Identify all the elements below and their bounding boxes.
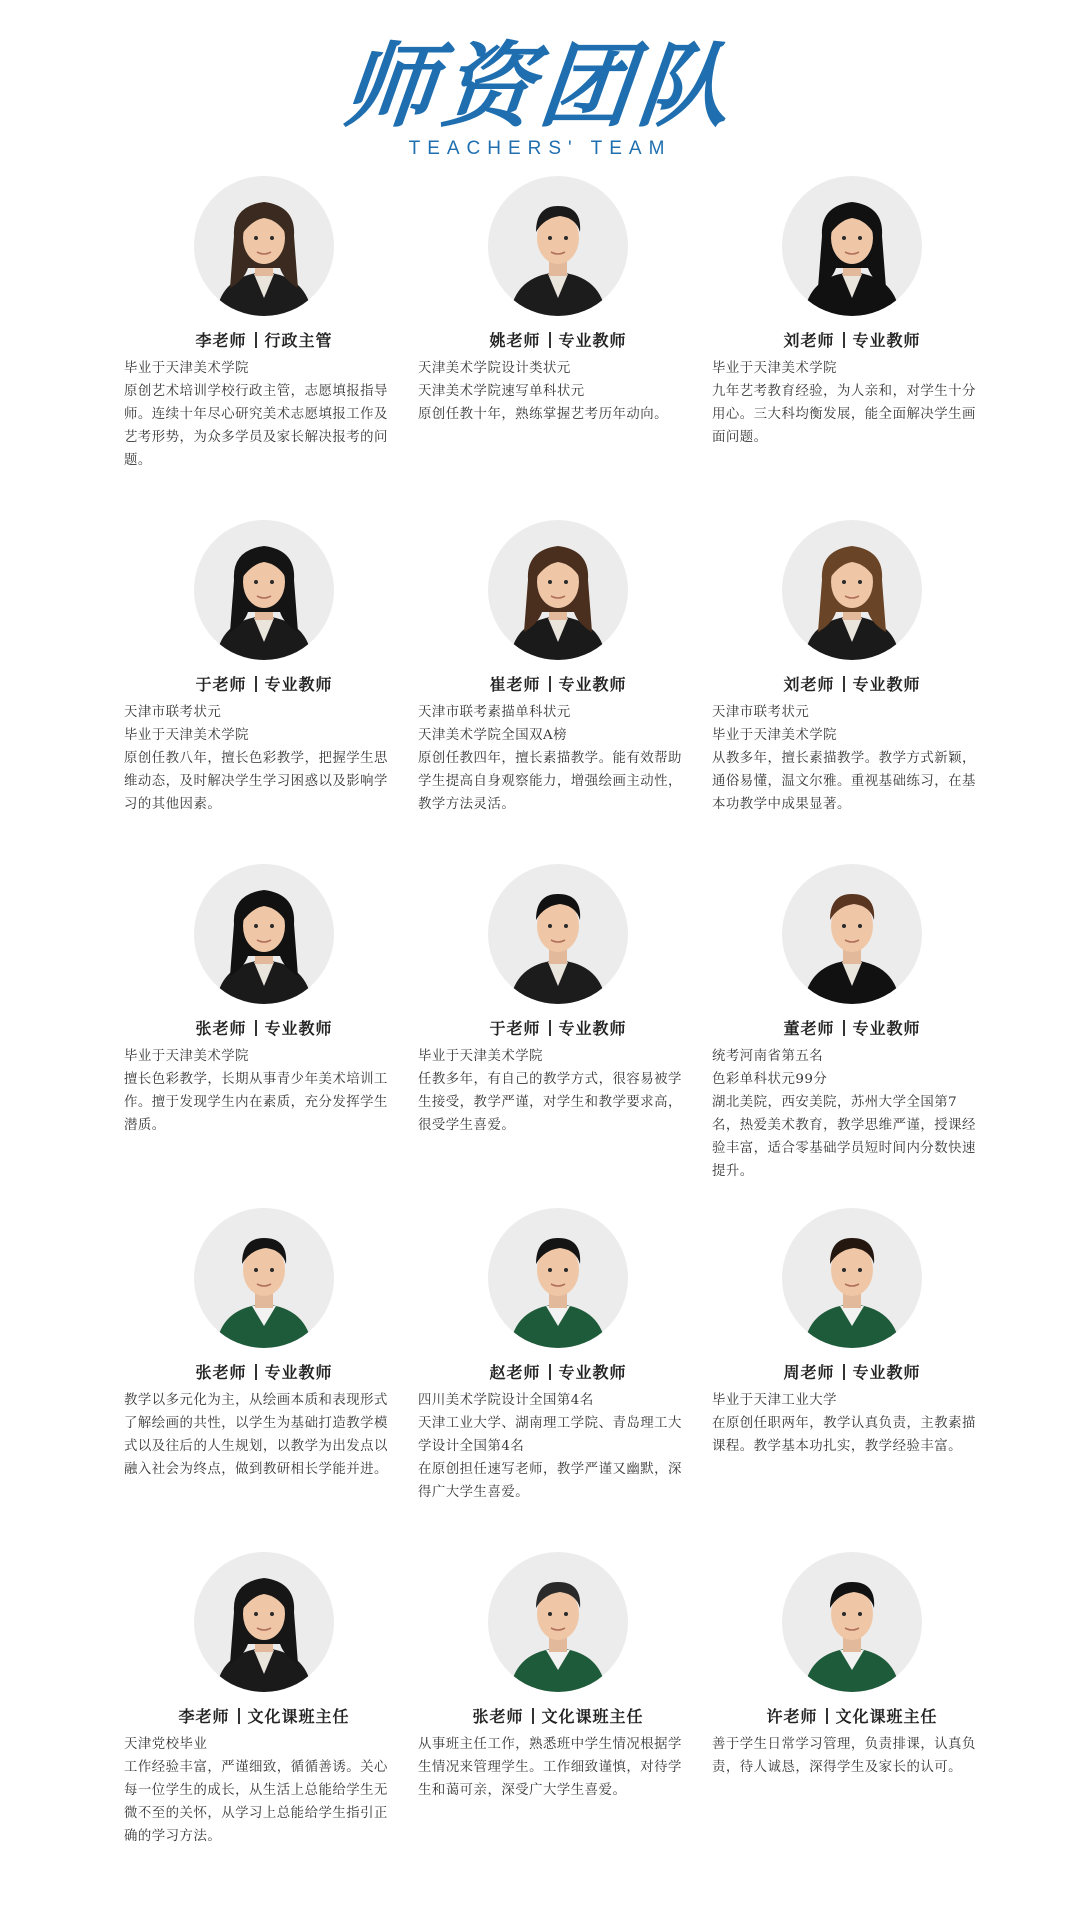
teacher-title — [124, 1016, 404, 1039]
teacher-title — [124, 1704, 404, 1727]
bio-line: 天津美术学院设计类状元 — [418, 361, 571, 376]
bio-line: 湖北美院，西安美院，苏州大学全国第7名，热爱美术教育，教学思维严谨，授课经验丰富，适合零基础学员短时间内分数快速提升。 — [712, 1095, 976, 1179]
teacher-card — [124, 176, 424, 472]
teacher-card — [712, 520, 1012, 816]
teacher-photo — [488, 176, 628, 316]
bio-line: 善于学生日常学习管理，负责排课，认真负责，待人诚恳，深得学生及家长的认可。 — [712, 1737, 976, 1775]
bio-line: 天津市联考状元 — [712, 705, 810, 720]
teacher-title — [712, 1360, 992, 1383]
teacher-bio — [712, 1045, 976, 1183]
teacher-photo — [782, 520, 922, 660]
teacher-title — [712, 1704, 992, 1727]
teacher-card — [124, 864, 424, 1137]
bio-line: 工作经验丰富，严谨细致，循循善诱。关心每一位学生的成长，从生活上总能给学生无微不至的关怀，从学习上总能给学生指引正确的学习方法。 — [124, 1760, 388, 1844]
name-separator — [843, 1364, 845, 1380]
teacher-row — [0, 1208, 1080, 1552]
bio-line: 原创艺术培训学校行政主管，志愿填报指导师。连续十年尽心研究美术志愿填报工作及艺考形势，为众多学员及家长解决报考的问题。 — [124, 384, 388, 468]
teacher-photo — [782, 1208, 922, 1348]
teacher-bio — [418, 357, 682, 426]
teacher-title — [712, 672, 992, 695]
teacher-photo — [194, 864, 334, 1004]
teacher-photo — [782, 864, 922, 1004]
teacher-card — [124, 1552, 424, 1848]
bio-line: 毕业于天津美术学院 — [712, 361, 838, 376]
teacher-card — [418, 176, 718, 426]
bio-line: 任教多年，有自己的教学方式，很容易被学生接受，教学严谨，对学生和教学要求高，很受学生喜爱。 — [418, 1072, 682, 1133]
teacher-card — [712, 176, 1012, 449]
bio-line: 原创任教四年，擅长素描教学。能有效帮助学生提高自身观察能力，增强绘画主动性，教学方法灵活。 — [418, 751, 682, 812]
teacher-photo — [488, 1552, 628, 1692]
teacher-bio — [124, 1045, 388, 1137]
name-separator — [826, 1708, 828, 1724]
teacher-photo — [782, 1552, 922, 1692]
teacher-row — [0, 520, 1080, 864]
teacher-title — [418, 1704, 698, 1727]
bio-line: 毕业于天津美术学院 — [124, 361, 250, 376]
teacher-role: 专业教师 — [852, 331, 921, 350]
name-separator — [532, 1708, 534, 1724]
page-subtitle: TEACHERS' TEAM — [408, 138, 672, 159]
name-separator — [549, 332, 551, 348]
teacher-name: 崔老师 — [489, 675, 541, 694]
teacher-bio — [124, 1733, 388, 1848]
teacher-bio — [124, 1389, 388, 1481]
teacher-name: 于老师 — [489, 1019, 541, 1038]
teacher-bio — [418, 1733, 682, 1802]
bio-line: 在原创任职两年，教学认真负责，主教素描课程。教学基本功扎实，教学经验丰富。 — [712, 1416, 976, 1454]
teacher-role: 专业教师 — [264, 1363, 333, 1382]
teacher-row — [0, 1552, 1080, 1896]
teacher-bio — [418, 701, 682, 816]
name-separator — [549, 676, 551, 692]
teacher-title — [124, 328, 404, 351]
bio-line: 天津美术学院全国双A榜 — [418, 728, 568, 743]
bio-line: 从教多年，擅长素描教学。教学方式新颖，通俗易懂，温文尔雅。重视基础练习，在基本功教学中成果显著。 — [712, 751, 976, 812]
teacher-photo — [194, 520, 334, 660]
teacher-title — [124, 1360, 404, 1383]
teacher-role: 文化课班主任 — [835, 1707, 938, 1726]
name-separator — [255, 676, 257, 692]
teacher-name: 李老师 — [178, 1707, 230, 1726]
teacher-role: 文化课班主任 — [247, 1707, 350, 1726]
teacher-photo — [488, 520, 628, 660]
teacher-role: 专业教师 — [852, 1363, 921, 1382]
bio-line: 毕业于天津美术学院 — [712, 728, 838, 743]
bio-line: 九年艺考教育经验，为人亲和，对学生十分用心。三大科均衡发展，能全面解决学生画面问题。 — [712, 384, 976, 445]
bio-line: 天津市联考状元 — [124, 705, 222, 720]
name-separator — [843, 1020, 845, 1036]
page-title: 师资团队 — [338, 32, 742, 140]
page-header — [0, 32, 1080, 160]
teacher-bio — [712, 357, 976, 449]
teacher-name: 许老师 — [766, 1707, 818, 1726]
teacher-role: 行政主管 — [264, 331, 333, 350]
teacher-photo — [488, 1208, 628, 1348]
teacher-bio — [124, 701, 388, 816]
teacher-card — [124, 520, 424, 816]
teacher-card — [418, 1552, 718, 1802]
teacher-photo — [782, 176, 922, 316]
teacher-card — [712, 1552, 1012, 1779]
teacher-title — [712, 1016, 992, 1039]
bio-line: 擅长色彩教学，长期从事青少年美术培训工作。擅于发现学生内在素质，充分发挥学生潜质。 — [124, 1072, 388, 1133]
name-separator — [549, 1364, 551, 1380]
teacher-role: 专业教师 — [558, 331, 627, 350]
teacher-row — [0, 864, 1080, 1208]
teacher-name: 张老师 — [195, 1363, 247, 1382]
teacher-bio — [712, 1389, 976, 1458]
teacher-bio — [418, 1045, 682, 1137]
bio-line: 毕业于天津美术学院 — [418, 1049, 544, 1064]
teacher-role: 专业教师 — [264, 675, 333, 694]
teacher-role: 专业教师 — [852, 675, 921, 694]
teacher-card — [418, 520, 718, 816]
teacher-name: 张老师 — [472, 1707, 524, 1726]
teacher-name: 刘老师 — [783, 675, 835, 694]
teacher-card — [712, 864, 1012, 1183]
teacher-row — [0, 176, 1080, 520]
bio-line: 天津党校毕业 — [124, 1737, 208, 1752]
bio-line: 在原创担任速写老师，教学严谨又幽默，深得广大学生喜爱。 — [418, 1462, 682, 1500]
teacher-title — [418, 1360, 698, 1383]
name-separator — [255, 1020, 257, 1036]
bio-line: 天津美术学院速写单科状元 — [418, 384, 585, 399]
bio-line: 教学以多元化为主，从绘画本质和表现形式了解绘画的共性，以学生为基础打造教学模式以及往后的人生规划，以教学为出发点以融入社会为终点，做到教研相长学能并进。 — [124, 1393, 388, 1477]
teacher-name: 于老师 — [195, 675, 247, 694]
bio-line: 毕业于天津美术学院 — [124, 1049, 250, 1064]
teacher-card — [418, 864, 718, 1137]
name-separator — [255, 1364, 257, 1380]
teacher-grid — [0, 176, 1080, 1896]
teacher-bio — [418, 1389, 682, 1504]
bio-line: 四川美术学院设计全国第4名 — [418, 1393, 594, 1408]
bio-line: 天津工业大学、湖南理工学院、青岛理工大学设计全国第4名 — [418, 1416, 682, 1454]
teacher-photo — [194, 176, 334, 316]
teacher-name: 周老师 — [783, 1363, 835, 1382]
teacher-role: 专业教师 — [558, 1363, 627, 1382]
name-separator — [255, 332, 257, 348]
teacher-name: 赵老师 — [489, 1363, 541, 1382]
teacher-photo — [194, 1208, 334, 1348]
teacher-name: 李老师 — [195, 331, 247, 350]
teacher-title — [418, 328, 698, 351]
teacher-title — [124, 672, 404, 695]
teacher-role: 专业教师 — [852, 1019, 921, 1038]
name-separator — [843, 332, 845, 348]
bio-line: 毕业于天津美术学院 — [124, 728, 250, 743]
bio-line: 原创任教八年，擅长色彩教学，把握学生思维动态，及时解决学生学习困惑以及影响学习的其他因素。 — [124, 751, 388, 812]
bio-line: 统考河南省第五名 — [712, 1049, 824, 1064]
teacher-name: 张老师 — [195, 1019, 247, 1038]
teacher-card — [712, 1208, 1012, 1458]
name-separator — [238, 1708, 240, 1724]
teacher-title — [418, 672, 698, 695]
bio-line: 天津市联考素描单科状元 — [418, 705, 571, 720]
teacher-photo — [488, 864, 628, 1004]
bio-line: 色彩单科状元99分 — [712, 1072, 828, 1087]
teacher-role: 专业教师 — [264, 1019, 333, 1038]
bio-line: 原创任教十年，熟练掌握艺考历年动向。 — [418, 407, 669, 422]
teacher-bio — [124, 357, 388, 472]
teacher-title — [712, 328, 992, 351]
teacher-card — [418, 1208, 718, 1504]
bio-line: 从事班主任工作，熟悉班中学生情况根据学生情况来管理学生。工作细致谨慎，对待学生和蔼可亲，深受广大学生喜爱。 — [418, 1737, 682, 1798]
name-separator — [843, 676, 845, 692]
teacher-name: 董老师 — [783, 1019, 835, 1038]
teacher-bio — [712, 1733, 976, 1779]
teacher-name: 姚老师 — [489, 331, 541, 350]
teacher-role: 文化课班主任 — [541, 1707, 644, 1726]
teacher-role: 专业教师 — [558, 1019, 627, 1038]
teacher-name: 刘老师 — [783, 331, 835, 350]
teacher-role: 专业教师 — [558, 675, 627, 694]
teacher-photo — [194, 1552, 334, 1692]
bio-line: 毕业于天津工业大学 — [712, 1393, 838, 1408]
teacher-bio — [712, 701, 976, 816]
teacher-card — [124, 1208, 424, 1481]
teacher-title — [418, 1016, 698, 1039]
name-separator — [549, 1020, 551, 1036]
